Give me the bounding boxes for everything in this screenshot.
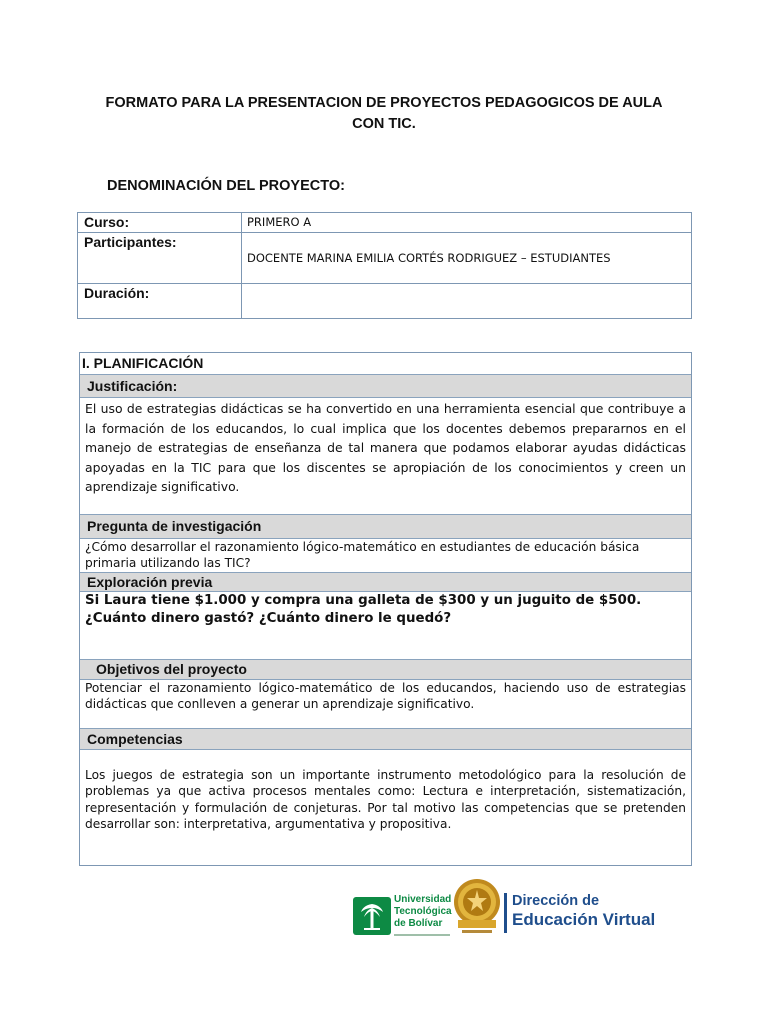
justification-text: El uso de estrategias didácticas se ha convertido en una herramienta esencial que contribuye a la formación de los educandos, lo cual implica que los docentes debemos prepararnos en el manejo de estrategias de enseñanza de tal manera que podamos elaborar ayudas didácticas apoyadas en la TIC para que los discentes se apropiación de los conocimientos y creen un aprendizaje significativo.	[85, 401, 686, 494]
virtual-education-logo	[504, 893, 664, 939]
competencies-text: Los juegos de estrategia son un importante instrumento metodológico para la resolución de problemas ya que activa procesos mentales como: Lectura e interpretación, sistematización, representación y formulación de conjeturas. Por tal motivo las competencias que se pretenden desarrollar son: interpretativa, argumentativa y propositiva.	[85, 768, 686, 831]
virtual-education-bar	[504, 893, 507, 933]
utb-line-2: Tecnológica	[394, 906, 452, 917]
denomination-label: DENOMINACIÓN DEL PROYECTO:	[107, 178, 345, 194]
competencies-header: Competencias	[80, 728, 691, 750]
course-label: Curso:	[78, 213, 242, 233]
duration-label: Duración:	[78, 284, 242, 319]
course-value: PRIMERO A	[242, 213, 692, 233]
participants-label: Participantes:	[78, 233, 242, 284]
utb-logo	[352, 893, 452, 941]
duration-value	[242, 284, 692, 319]
exploration-header: Exploración previa	[80, 572, 691, 592]
question-text: ¿Cómo desarrollar el razonamiento lógico-matemático en estudiantes de educación básica primaria utilizando las TIC?	[85, 540, 640, 570]
question-header: Pregunta de investigación	[80, 514, 691, 539]
planning-section	[79, 352, 692, 866]
utb-line-3: de Bolívar	[394, 918, 443, 929]
document-title: FORMATO PARA LA PRESENTACION DE PROYECTOS PEDAGOGICOS DE AULA CON TIC.	[105, 95, 663, 132]
utb-line-1: Universidad	[394, 894, 452, 905]
seal-icon	[452, 876, 502, 936]
university-seal	[452, 876, 502, 936]
direction-line-2: Educación Virtual	[512, 910, 656, 929]
exploration-text: Si Laura tiene $1.000 y compra una galleta de $300 y un juguito de $500. ¿Cuánto dinero gastó? ¿Cuánto dinero le quedó?	[85, 593, 642, 626]
direction-line-1: Dirección de	[512, 893, 600, 909]
justification-header: Justificación:	[80, 374, 691, 398]
participants-value: DOCENTE MARINA EMILIA CORTÉS RODRIGUEZ – ESTUDIANTES	[242, 233, 692, 284]
info-table	[77, 212, 692, 319]
utb-tagline-bar	[394, 934, 450, 936]
utb-emblem-icon	[352, 896, 392, 936]
planning-title: I. PLANIFICACIÓN	[82, 355, 204, 371]
objectives-text: Potenciar el razonamiento lógico-matemático de los educandos, haciendo uso de estrategias didácticas que conlleven a generar un aprendizaje significativo.	[85, 681, 686, 711]
objectives-header: Objetivos del proyecto	[80, 659, 691, 680]
